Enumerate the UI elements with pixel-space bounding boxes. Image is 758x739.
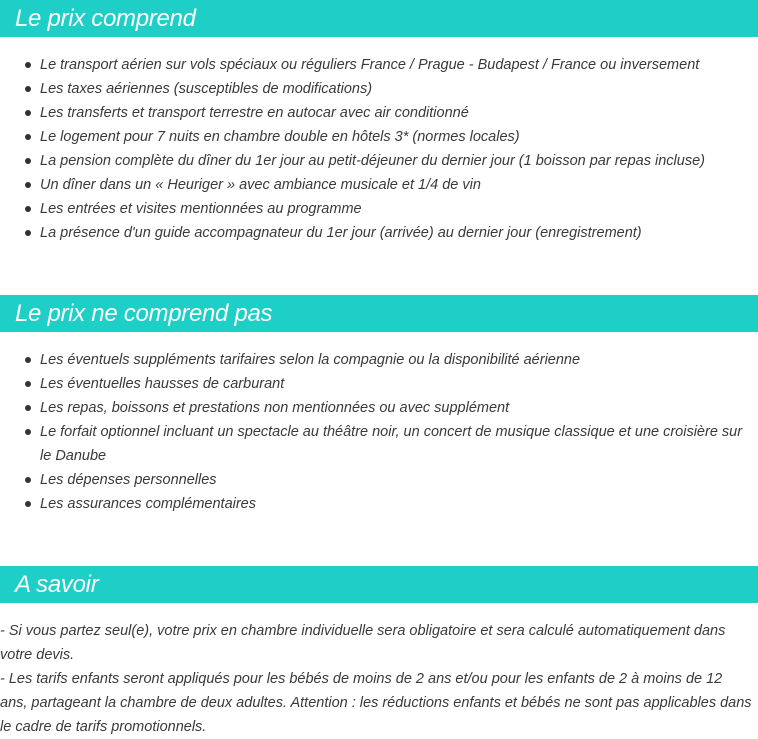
section-header-excluded xyxy=(0,295,758,332)
bullet-icon xyxy=(25,182,31,188)
list-item xyxy=(0,53,758,77)
bullet-icon xyxy=(25,357,31,363)
list-item xyxy=(0,221,758,245)
section-header-included xyxy=(0,0,758,37)
bullet-icon xyxy=(25,405,31,411)
excluded-list xyxy=(0,348,758,516)
list-item xyxy=(0,468,758,492)
list-item xyxy=(0,492,758,516)
list-item xyxy=(0,125,758,149)
list-item xyxy=(0,396,758,420)
list-item-text: Les taxes aériennes (susceptibles de modifications) xyxy=(40,81,373,97)
bullet-icon xyxy=(25,501,31,507)
section-title-excluded: Le prix ne comprend pas xyxy=(15,300,273,327)
list-item xyxy=(0,420,758,468)
bullet-icon xyxy=(25,429,31,435)
list-item-text: Les dépenses personnelles xyxy=(40,472,217,488)
note-paragraph: - Les tarifs enfants seront appliqués pour les bébés de moins de 2 ans et/ou pour les enfants de 2 à moins de 12 ans, partageant la chambre de deux adultes. Attention : les réductions enfants et bébés ne sont pas applicables dans le cadre de tarifs promotionnels. xyxy=(0,671,752,735)
list-item-text: La présence d'un guide accompagnateur du 1er jour (arrivée) au dernier jour (enregistrement) xyxy=(40,225,642,241)
list-item xyxy=(0,372,758,396)
list-item xyxy=(0,149,758,173)
note-paragraph: - Si vous partez seul(e), votre prix en chambre individuelle sera obligatoire et sera calculé automatiquement dans votre devis. xyxy=(0,623,726,663)
bullet-icon xyxy=(25,477,31,483)
section-title-to-know: A savoir xyxy=(15,571,99,598)
bullet-icon xyxy=(25,134,31,140)
list-item-text: Les entrées et visites mentionnées au programme xyxy=(40,201,362,217)
list-item-text: Les éventuels suppléments tarifaires selon la compagnie ou la disponibilité aérienne xyxy=(40,352,581,368)
bullet-icon xyxy=(25,381,31,387)
bullet-icon xyxy=(25,206,31,212)
list-item-text: Les assurances complémentaires xyxy=(40,496,256,512)
list-item-text: Le transport aérien sur vols spéciaux ou réguliers France / Prague - Budapest / France ou inversement xyxy=(40,57,700,73)
list-item-text: La pension complète du dîner du 1er jour au petit-déjeuner du dernier jour (1 boisson par repas incluse) xyxy=(40,153,705,169)
list-item xyxy=(0,197,758,221)
list-item xyxy=(0,173,758,197)
list-item-text: Le logement pour 7 nuits en chambre double en hôtels 3* (normes locales) xyxy=(40,129,520,145)
list-item-text: Un dîner dans un « Heuriger » avec ambiance musicale et 1/4 de vin xyxy=(40,177,481,193)
list-item-text: Les transferts et transport terrestre en autocar avec air conditionné xyxy=(40,105,469,121)
list-item-text: Le forfait optionnel incluant un spectacle au théâtre noir, un concert de musique classique et une croisière sur le Danube xyxy=(40,424,743,464)
list-item xyxy=(0,101,758,125)
list-item-text: Les repas, boissons et prestations non mentionnées ou avec supplément xyxy=(40,400,510,416)
list-item xyxy=(0,348,758,372)
section-title-included: Le prix comprend xyxy=(15,5,196,32)
bullet-icon xyxy=(25,110,31,116)
list-item-text: Les éventuelles hausses de carburant xyxy=(40,376,285,392)
bullet-icon xyxy=(25,230,31,236)
list-item xyxy=(0,77,758,101)
bullet-icon xyxy=(25,62,31,68)
section-header-to-know xyxy=(0,566,758,603)
included-list xyxy=(0,53,758,245)
bullet-icon xyxy=(25,86,31,92)
bullet-icon xyxy=(25,158,31,164)
